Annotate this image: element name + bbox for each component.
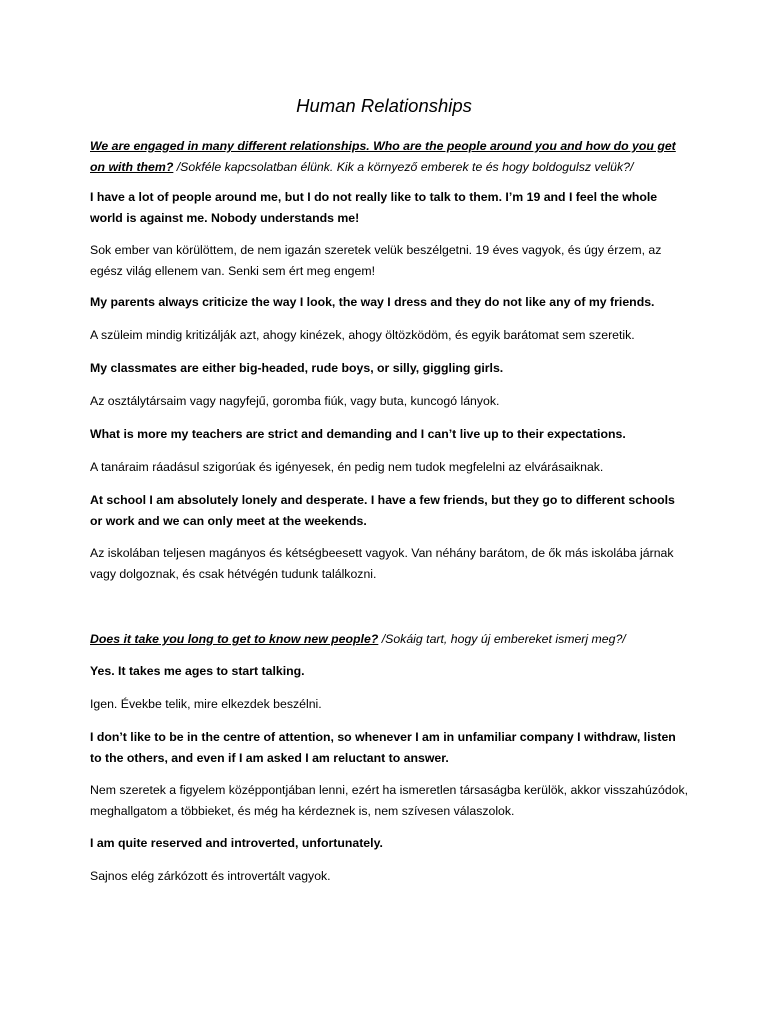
answer-2-english: My parents always criticize the way I look, the way I dress and they do not like any of my friends. [90, 295, 655, 309]
answer-3-hungarian: Az osztálytársaim vagy nagyfejű, goromba fiúk, vagy buta, kuncogó lányok. [90, 394, 500, 408]
answer-3-english: My classmates are either big-headed, rude boys, or silly, giggling girls. [90, 361, 504, 375]
answer-8-english: I am quite reserved and introverted, unfortunately. [90, 836, 383, 850]
question-2-english: Does it take you long to get to know new people? [90, 632, 379, 646]
answer-6-hungarian: Igen. Évekbe telik, mire elkezdek beszélni. [90, 697, 322, 711]
question-1-hungarian: /Sokféle kapcsolatban élünk. Kik a környező emberek te és hogy boldogulsz velük?/ [173, 160, 634, 174]
answer-5-hungarian: Az iskolában teljesen magányos és kétségbeesett vagyok. Van néhány barátom, de ők más iskolába járnak vagy dolgoznak, és csak hétvégén tudunk találkozni. [90, 546, 674, 581]
answer-7-english: I don’t like to be in the centre of attention, so whenever I am in unfamiliar company I withdraw, listen to the others, and even if I am asked I am reluctant to answer. [90, 730, 676, 765]
question-1-english: We are engaged in many different relationships. Who are the people around you and how do you get on with them? [90, 139, 676, 174]
answer-2-hungarian: A szüleim mindig kritizálják azt, ahogy kinézek, ahogy öltözködöm, és egyik barátomat sem szeretik. [90, 328, 635, 342]
answer-8-hungarian: Sajnos elég zárkózott és introvertált vagyok. [90, 869, 331, 883]
document-title: Human Relationships [296, 95, 472, 116]
question-2 [90, 629, 690, 650]
answer-4-hungarian: A tanáraim ráadásul szigorúak és igényesek, én pedig nem tudok megfelelni az elvárásaiknak. [90, 460, 604, 474]
answer-4-english: What is more my teachers are strict and demanding and I can’t live up to their expectations. [90, 427, 626, 441]
answer-6-english: Yes. It takes me ages to start talking. [90, 664, 305, 678]
answer-1-english: I have a lot of people around me, but I do not really like to talk to them. I’m 19 and I feel the whole world is against me. Nobody understands me! [90, 190, 658, 225]
answer-1-hungarian: Sok ember van körülöttem, de nem igazán szeretek velük beszélgetni. 19 éves vagyok, és úgy érzem, az egész világ ellenem van. Senki sem ért meg engem! [90, 243, 662, 278]
answer-5-english: At school I am absolutely lonely and desperate. I have a few friends, but they go to different schools or work and we can only meet at the weekends. [90, 493, 675, 528]
question-1 [90, 136, 690, 178]
answer-7-hungarian: Nem szeretek a figyelem középpontjában lenni, ezért ha ismeretlen társaságba kerülök, akkor visszahúzódok, meghallgatom a többieket, és még ha kérdeznek is, nem szívesen válaszolok. [90, 783, 689, 818]
question-2-hungarian: /Sokáig tart, hogy új embereket ismerj meg?/ [378, 632, 626, 646]
